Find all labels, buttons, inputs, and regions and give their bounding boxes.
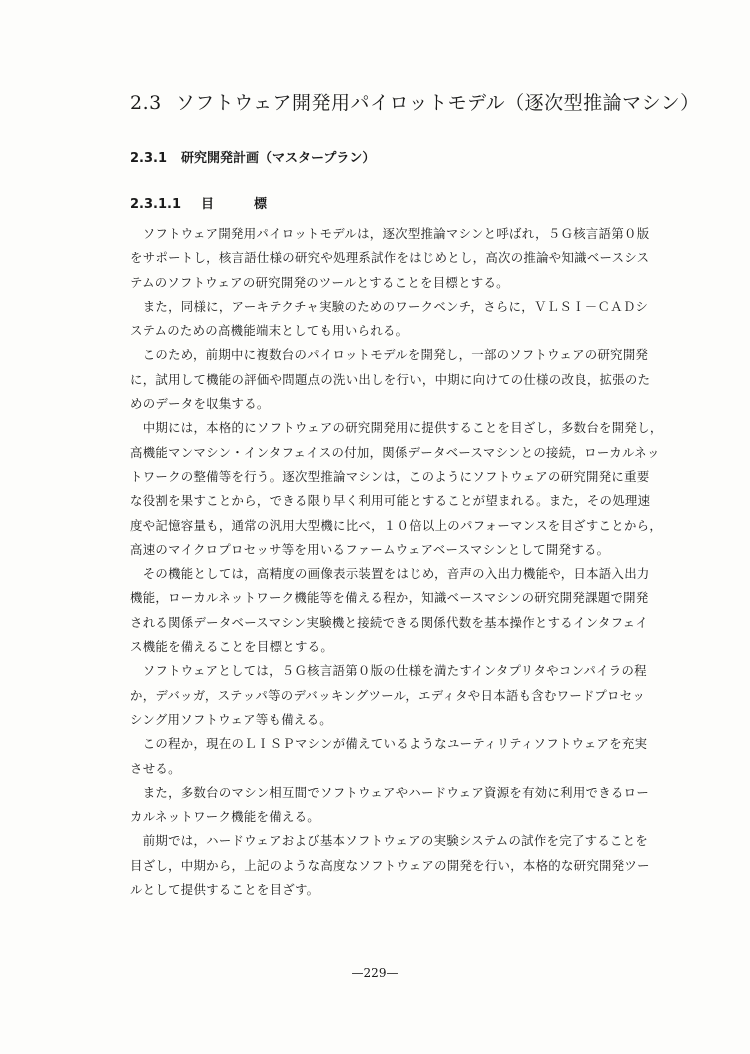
text-line: また，同様に，アーキテクチャ実験のためのワークベンチ，さらに，ＶＬＳＩ－ＣＡＤシ (130, 298, 649, 314)
text-line: 度や記憶容量も，通常の汎用大型機に比べ，１０倍以上のパフォーマンスを目ざすことから， (130, 517, 663, 533)
text-line: この程か，現在のＬＩＳＰマシンが備えているようなユーティリティソフトウェアを充実 (130, 736, 648, 752)
subsubsection-number: 2.3.1.1 (130, 197, 181, 212)
text-line: カルネットワーク機能を備える。 (130, 809, 320, 825)
text-line: シング用ソフトウェア等も備える。 (130, 711, 332, 727)
subsection-title: 研究開発計画（マスタープラン） (181, 151, 376, 166)
text-line: その機能としては，高精度の画像表示装置をはじめ，音声の入出力機能や，日本語入出力 (130, 566, 650, 582)
body-text (130, 222, 700, 902)
text-line: このため，前期中に複数台のパイロットモデルを開発し，一部のソフトウェアの研究開発 (130, 347, 649, 363)
subsubsection-heading (130, 193, 307, 212)
text-line: な役割を果すことから，できる限り早く利用可能とすることが望まれる。また，その処理速 (130, 493, 651, 509)
text-line: ステムのための高機能端末としても用いられる。 (130, 323, 409, 339)
text-line: トワークの整備等を行う。逐次型推論マシンは，このようにソフトウェアの研究開発に重要 (130, 468, 650, 484)
text-line: 機能，ローカルネットワーク機能等を備える程か，知識ベースマシンの研究開発課題で開発 (130, 590, 649, 606)
subsection-heading (130, 147, 375, 166)
page-number: —229— (351, 966, 399, 980)
text-line: 高機能マンマシン・インタフェイスの付加，関係データベースマシンとの接続，ローカルネッ (130, 444, 660, 460)
text-line: か，デバッガ，ステッパ等のデバッキングツール，エディタや日本語も含むワードプロセッ (130, 687, 646, 703)
text-line: ソフトウェアとしては，５Ｇ核言語第０版の仕様を満たすインタプリタやコンパイラの程 (130, 663, 647, 679)
section-heading (130, 88, 700, 115)
text-line: 中期には，本格的にソフトウェアの研究開発用に提供することを目ざし，多数台を開発し， (130, 420, 663, 436)
text-line: また，多数台のマシン相互間でソフトウェアやハードウェア資源を有効に利用できるロー (130, 784, 650, 800)
text-line: テムのソフトウェアの研究開発のツールとすることを目標とする。 (130, 274, 509, 290)
text-line: させる。 (130, 760, 181, 776)
text-line: 前期では，ハードウェアおよび基本ソフトウェアの実験システムの試作を完了することを (130, 833, 649, 849)
subsection-number: 2.3.1 (130, 151, 168, 166)
section-number: 2.3 (130, 92, 162, 114)
subsubsection-title: 目標 (201, 197, 308, 212)
text-line: ス機能を備えることを目標とする。 (130, 639, 334, 655)
section-title: ソフトウェア開発用パイロットモデル（逐次型推論マシン） (175, 92, 700, 114)
text-line: ルとして提供することを目ざす。 (130, 882, 320, 898)
text-line: される関係データベースマシン実験機と接続できる関係代数を基本操作とするインタフェイ (130, 614, 649, 630)
text-line: めのデータを収集する。 (130, 396, 270, 412)
text-line: をサポートし，核言語仕様の研究や処理系試作をはじめとし，高次の推論や知識ベースシス (130, 250, 650, 266)
text-line: ソフトウェア開発用パイロットモデルは，逐次型推論マシンと呼ばれ，５Ｇ核言語第０版 (130, 226, 650, 241)
text-line: に，試用して機能の評価や問題点の洗い出しを行い，中期に向けての仕様の改良，拡張のた (130, 371, 651, 387)
text-line: 高速のマイクロプロセッサ等を用いるファームウェアベースマシンとして開発する。 (130, 541, 610, 557)
text-line: 目ざし，中期から，上記のような高度なソフトウェアの開発を行い，本格的な研究開発ツー (130, 857, 650, 873)
